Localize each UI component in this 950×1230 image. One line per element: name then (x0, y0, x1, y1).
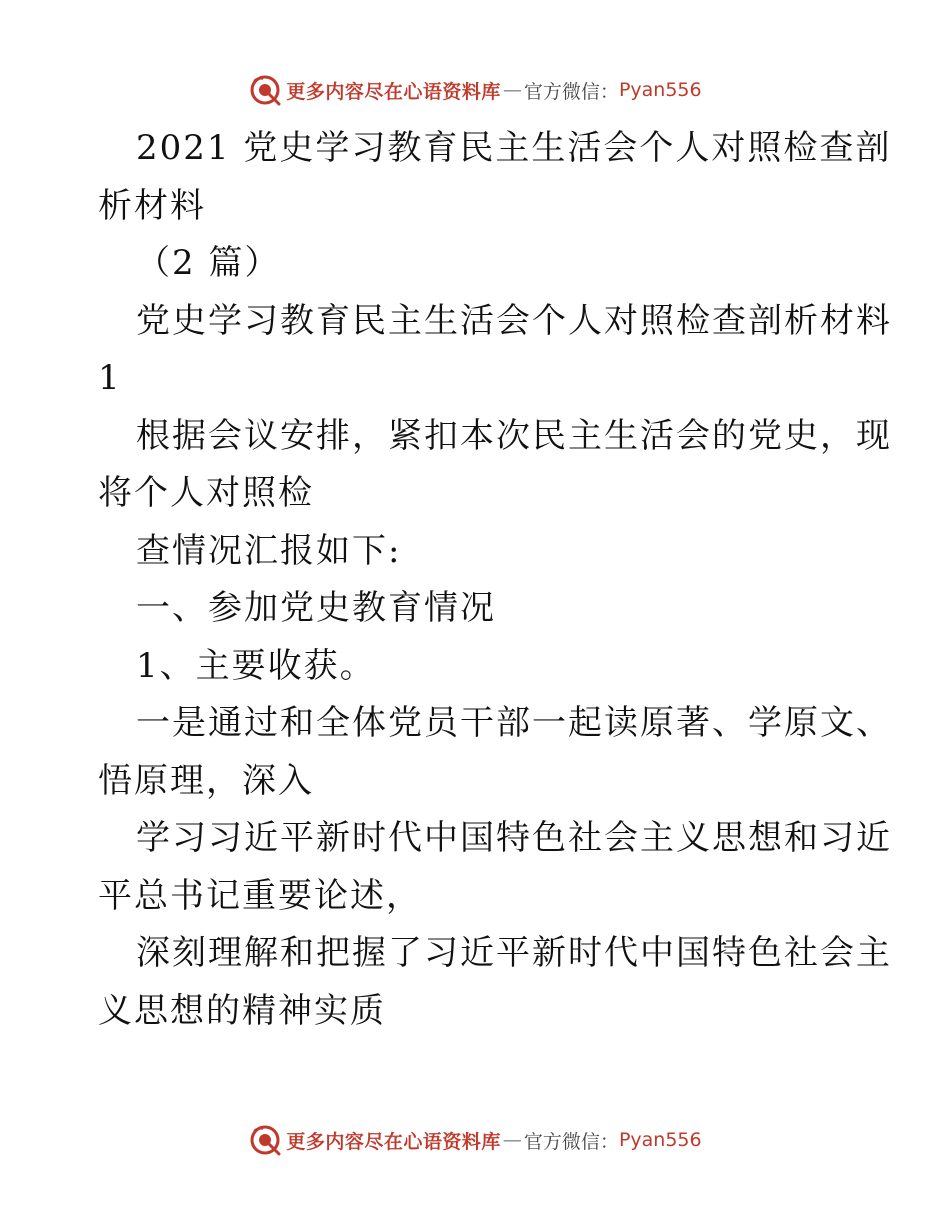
watermark-site-name: 更多内容尽在心语资料库 (286, 80, 501, 103)
watermark-separator: — (502, 79, 522, 101)
seal-pen-icon (248, 73, 282, 107)
text-line: 一、参加党史教育情况 (136, 588, 496, 628)
watermark-wechat-label: 官方微信： (523, 1130, 619, 1153)
text-line: 查情况汇报如下: (136, 530, 402, 571)
text-line: 一是通过和全体党员干部一起读原著、学原文、 (136, 703, 892, 743)
text-line: 义思想的精神实质 (98, 990, 386, 1031)
document-body (98, 120, 892, 1040)
text-line: 将个人对照检 (98, 473, 314, 513)
watermark-separator: — (502, 1129, 522, 1151)
text-line: 析材料 (98, 185, 206, 226)
text-line: 悟原理，深入 (98, 760, 314, 801)
header-watermark (0, 70, 950, 110)
watermark-account: Pyan556 (618, 1129, 702, 1151)
footer-watermark (0, 1120, 950, 1160)
text-line: （2 篇） (136, 243, 281, 283)
watermark-site-name: 更多内容尽在心语资料库 (286, 1130, 501, 1153)
text-line: 平总书记重要论述， (98, 875, 422, 916)
text-line: 2021 党史学习教育民主生活会个人对照检查剖 (136, 128, 892, 168)
watermark-wechat-label: 官方微信： (523, 80, 619, 103)
text-line: 1、主要收获。 (136, 645, 376, 686)
text-line: 1 (98, 358, 122, 398)
watermark-account: Pyan556 (618, 79, 702, 101)
seal-pen-icon (248, 1123, 282, 1157)
text-line: 根据会议安排，紧扣本次民主生活会的党史，现 (136, 415, 892, 456)
text-line: 学习习近平新时代中国特色社会主义思想和习近 (136, 818, 892, 858)
text-line: 党史学习教育民主生活会个人对照检查剖析材料 (136, 300, 892, 341)
text-line: 深刻理解和把握了习近平新时代中国特色社会主 (136, 933, 892, 973)
